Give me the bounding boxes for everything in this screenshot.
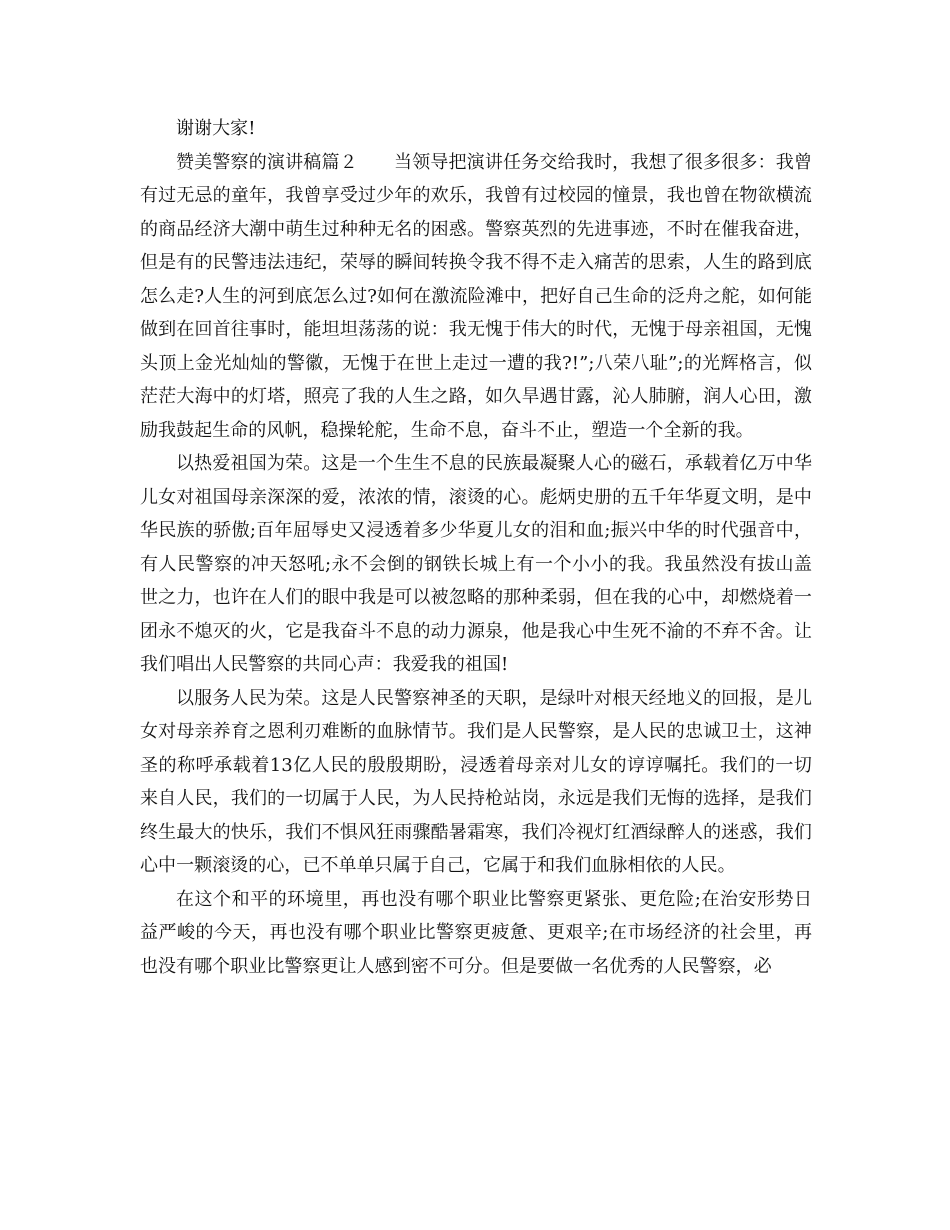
document-body <box>140 112 812 983</box>
intro-text: 当领导把演讲任务交给我时，我想了很多很多：我曾有过无忌的童年，我曾享受过少年的欢乐，我曾有过校园的憧景，我也曾在物欲横流的商品经济大潮中萌生过种种无名的困惑。警察英烈的先进事迹，不时在催我奋进，但是有的民警违法违纪，荣辱的瞬间转换令我不得不走入痛苦的思索，人生的路到底怎么走?人生的河到底怎么过?如何在激流险滩中，把好自己生命的泛舟之舵，如何能做到在回首往事时，能坦坦荡荡的说：我无愧于伟大的时代，无愧于母亲祖国，无愧头顶上金光灿灿的警徽，无愧于在世上走过一遭的我?!”;八荣八耻”;的光辉格言，似茫茫大海中的灯塔，照亮了我的人生之路，如久旱遇甘露，沁人肺腑，润人心田，激励我鼓起生命的风帆，稳操轮舵，生命不息，奋斗不止，塑造一个全新的我。 <box>140 151 813 441</box>
intro-paragraph <box>140 146 812 448</box>
patriotism-paragraph: 以热爱祖国为荣。这是一个生生不息的民族最凝聚人心的磁石，承载着亿万中华儿女对祖国母亲深深的爱，浓浓的情，滚烫的心。彪炳史册的五千年华夏文明，是中华民族的骄傲;百年屈辱史又浸透着多少华夏儿女的泪和血;振兴中华的时代强音中，有人民警察的冲天怒吼;永不会倒的钢铁长城上有一个小小的我。我虽然没有拔山盖世之力，也许在人们的眼中我是可以被忽略的那种柔弱，但在我的心中，却燃烧着一团永不熄灭的火，它是我奋斗不息的动力源泉，他是我心中生死不渝的不弃不舍。让我们唱出人民警察的共同心声：我爱我的祖国! <box>140 453 812 675</box>
service-paragraph: 以服务人民为荣。这是人民警察神圣的天职，是绿叶对根天经地义的回报，是儿女对母亲养育之恩利刃难断的血脉情节。我们是人民警察，是人民的忠诚卫士，这神圣的称呼承载着13亿人民的殷殷期盼，浸透着母亲对儿女的谆谆嘱托。我们的一切来自人民，我们的一切属于人民，为人民持枪站岗，永远是我们无悔的选择，是我们终生最大的快乐，我们不惧风狂雨骤酷暑霜寒，我们冷视灯红酒绿醉人的迷惑，我们心中一颗滚烫的心，已不单单只属于自己，它属于和我们血脉相依的人民。 <box>140 687 812 876</box>
section-title: 赞美警察的演讲稿篇２ <box>176 151 358 173</box>
peace-paragraph: 在这个和平的环境里，再也没有哪个职业比警察更紧张、更危险;在治安形势日益严峻的今天，再也没有哪个职业比警察更疲惫、更艰辛;在市场经济的社会里，再也没有哪个职业比警察更让人感到密不可分。但是要做一名优秀的人民警察，必 <box>140 888 812 977</box>
greeting-paragraph <box>140 112 812 146</box>
greeting-text: 谢谢大家! <box>176 118 256 139</box>
